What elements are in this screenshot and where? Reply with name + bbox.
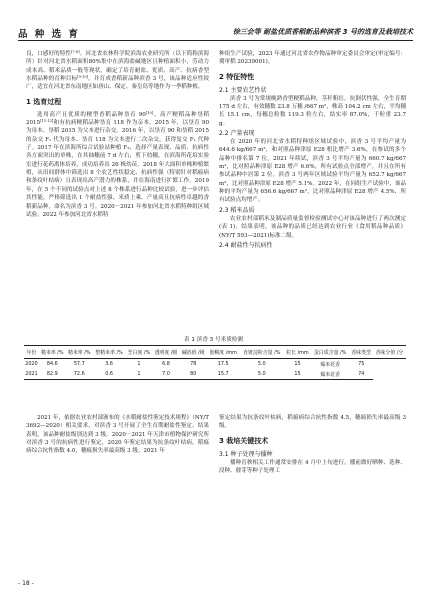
page-header bbox=[18, 26, 413, 39]
table-header-cell: 香味类型 bbox=[350, 346, 373, 359]
table-header-cell: 整精米率 /% bbox=[93, 346, 126, 359]
table-cell: 15 bbox=[284, 369, 311, 380]
yield-paragraph: 在 2020 年的河北省水稻特种组区域试验中，滨香 3 号平均产量为 644.6 kg/667 m²，和对照品种津原 E28 相比增产 3.6%，在参试的多个品种中排名第 7 位。2021 年续试，滨香 3 号平均产量为 660.7 kg/667 m²，比对照品种津原 E28 增产 6.6%，所有试验点全部增产，并且在所有参试品种中居第 2 位。滨香 3 号两年区域试验平均产量为 652.7 kg/667 m²，比对照品种津原 E28 增产 5.1%。2022 年，在同组生产试验中，该品种的平均产量为 656.6 kg/667 m²，比对照品种津原 E28 增产 4.5%，所有试验点均增产。 bbox=[219, 139, 406, 204]
section-heading-cultivation: 3 栽培关键技术 bbox=[219, 436, 269, 445]
table-cell: 15 bbox=[294, 361, 301, 367]
subheading-seed-treatment: 3.1 种子处理与播种 bbox=[219, 450, 273, 458]
table-cell: 80 bbox=[180, 369, 207, 380]
table-header-cell: 年份 bbox=[24, 346, 39, 359]
table-cell: 1 bbox=[137, 361, 141, 367]
table-cell: 0.6 bbox=[93, 369, 126, 380]
table-header-cell: 垩白度 /% bbox=[125, 346, 152, 359]
page-number: - 18 - bbox=[18, 580, 34, 587]
table-caption: 表 1 滨香 3 号米质检测 bbox=[184, 337, 243, 343]
table-body bbox=[24, 359, 406, 380]
table-cell: 82.9 bbox=[39, 369, 66, 380]
breeding-paragraph: 选用高产且优质的粳型香稻品种垦育 90[10]、高产粳稻品种垦稻 2015[11-12]和有抗病粳稻品种垦育 118 作为亲本。2015 年，以垦育 90 为母本、垦稻 2015 为父本进行杂交。2016 年，以垦育 90 和垦稻 2015 的杂交 F₁ 代为母本、垦育 118 为父本进行二次杂交，获得复交 F₁ 代种子。2017 年在滨海所综合试验站种植 F₂，选择产量表现、品质、抗病性各方面突出的单株，在其抽穗前 7 d 左右，剪下幼穗，在滨海所花培实验室进行花药离体培养，成功培养出 26 株幼苗。2018 年大面积单株种植繁殖，从田间群体中筛选出 8 个农艺性状稳定、抗病性强（特别针对稻瘟病和条纹叶枯病）且表现出高产潜力的株系，并在海南进行扩繁工作。2019 年，在 5 个不同的试验点对上述 8 个株系进行品种比较试验，进一步评估其性能，严格筛选出 1 个耐盐性强、米质上乘、产量高且抗病性卓越的香稻新品种，命名为滨香 3 号。2020－2021 年参加河北省水稻特种组区域试验，2022 年参加河北省水稻特 bbox=[26, 110, 210, 218]
table-header-cell: 胶稠度 /mm bbox=[207, 346, 240, 359]
table-cell: 1 bbox=[125, 369, 152, 380]
seed-treatment-paragraph: 播种育秧相关工作通常安排在 4 月中上旬进行，播前做好晒种、选种、浸种、催芽等种子处理工 bbox=[219, 459, 406, 475]
table-cell: 74 bbox=[350, 369, 373, 380]
table-cell: 17.5 bbox=[217, 361, 229, 367]
table-header-cell: 精米率 /% bbox=[66, 346, 93, 359]
table-row bbox=[24, 369, 406, 380]
rice-quality-table bbox=[24, 345, 406, 380]
table-cell: 7.0 bbox=[152, 369, 179, 380]
table-cell: 5.0 bbox=[240, 369, 284, 380]
table-cell: 6.8 bbox=[162, 361, 170, 367]
table-header-row bbox=[24, 346, 406, 359]
left-column-lower bbox=[26, 414, 209, 456]
agronomic-paragraph: 滨香 3 号为常规晚熟香型粳稻品种，茎秆粗壮，抗倒伏性强，全生育期 175 d 左右，有效穗数 23.8 万穗 /667 m²，株高 104.2 cm 左右，平均穗长 15.1 cm，每穗总粒数 119.3 粒左右，结实率 87.0%，千粒重 23.7 g。 bbox=[219, 95, 406, 127]
quality-paragraph: 农业农村部稻米及制品质量监督检验测试中心对该品种进行了两次测定(表 1)，结果表明，该品种的品质已经达到农业行业《食用稻品种品质》(NY/T 593—2021)标准二级。 bbox=[219, 215, 406, 239]
table-header-cell: 直链淀粉含量 /% bbox=[240, 346, 284, 359]
table-cell: 2021 bbox=[24, 369, 39, 380]
intro-paragraph: 良，口感好的特性[7-8]。河北省农林科学院滨海农业研究所（以下简称滨海所）针对河北省水稻面积80%集中在滨海盐碱地区且种植面积小、劳动力成本高、稻米品质一般等现状，确定了培育耐盐、优质、高产、抗病香型水稻品种的育种目标[9-10]，并育成香稻新品种滨香 3 号，该品种适应性较广，适宜在河北省东南地区如唐山、保定、秦皇岛等地作为一季稻种植。 bbox=[26, 50, 210, 91]
right-column-lower bbox=[219, 414, 406, 475]
table-cell: 15.7 bbox=[207, 369, 240, 380]
table-cell: 75 bbox=[358, 361, 365, 367]
table-cell: 84.6 bbox=[46, 361, 58, 367]
table-cell: 爆米花香 bbox=[311, 369, 350, 380]
table-header-cell: 蛋白质含量 /% bbox=[311, 346, 350, 359]
disease-continuation-paragraph: 鉴定结果为抗条纹叶枯病，稻瘟病综合抗性指数 4.5，穗瘟损失率最高级 3 级。 bbox=[219, 415, 406, 430]
section-heading-traits: 2 特征特性 bbox=[219, 72, 255, 81]
subheading-quality: 2.3 稻米品质 bbox=[219, 206, 255, 214]
subheading-salt-disease: 2.4 耐盐性与抗病性 bbox=[219, 241, 273, 249]
table-cell: 2020 bbox=[25, 361, 38, 367]
table-header-cell: 碱消值 /级 bbox=[180, 346, 207, 359]
table-cell: 5.0 bbox=[257, 361, 266, 367]
table-cell: 57.7 bbox=[73, 361, 85, 367]
table-header-cell: 粒长 /mm bbox=[284, 346, 311, 359]
subheading-yield: 2.2 产量表现 bbox=[219, 130, 255, 138]
table-cell: 爆米花香 bbox=[320, 361, 340, 368]
right-column-upper bbox=[219, 50, 406, 250]
table-cell: 72.6 bbox=[66, 369, 93, 380]
table-header-cell: 香味分值 /分 bbox=[373, 346, 406, 359]
left-column-upper bbox=[26, 50, 209, 219]
header-rule bbox=[18, 40, 413, 41]
article-running-title: 徐三会等 耐盐优质香稻新品种滨香 3 号的选育及栽培技术 bbox=[232, 28, 413, 36]
table-cell: 78 bbox=[190, 361, 197, 367]
subheading-agronomic: 2.1 主要农艺性状 bbox=[219, 86, 267, 94]
section-heading-breeding: 1 选育过程 bbox=[26, 97, 62, 106]
table-cell: 3.6 bbox=[105, 361, 113, 367]
table-row bbox=[24, 359, 406, 370]
section-label: 品 种 选 育 bbox=[18, 29, 80, 40]
salt-tolerance-paragraph: 2021 年，依据农业农村部颁布的《水稻耐盐性鉴定技术规程》（NY/T 3692—2020）相关要求，对滨香 3 号开展了全生育期耐盐性鉴定。结果表明，该品种耐盐级别达到 3 级。2020－2021 年天津市植物保护研究所对滨香 3 号的抗病性进行鉴定，2020 年鉴定结果为抗条纹叶枯病，稻瘟病综合抗性指数 4.0，穗瘟损失率最高级 3 级；2021 年 bbox=[26, 415, 209, 455]
continuation-paragraph: 种组生产试验，2023 年通过河北省农作物品种审定委员会审定(审定编号：冀审稻 20239001)。 bbox=[219, 51, 406, 66]
table-header-cell: 透明度 /级 bbox=[152, 346, 179, 359]
table-header-cell: 糙米率 /% bbox=[39, 346, 66, 359]
